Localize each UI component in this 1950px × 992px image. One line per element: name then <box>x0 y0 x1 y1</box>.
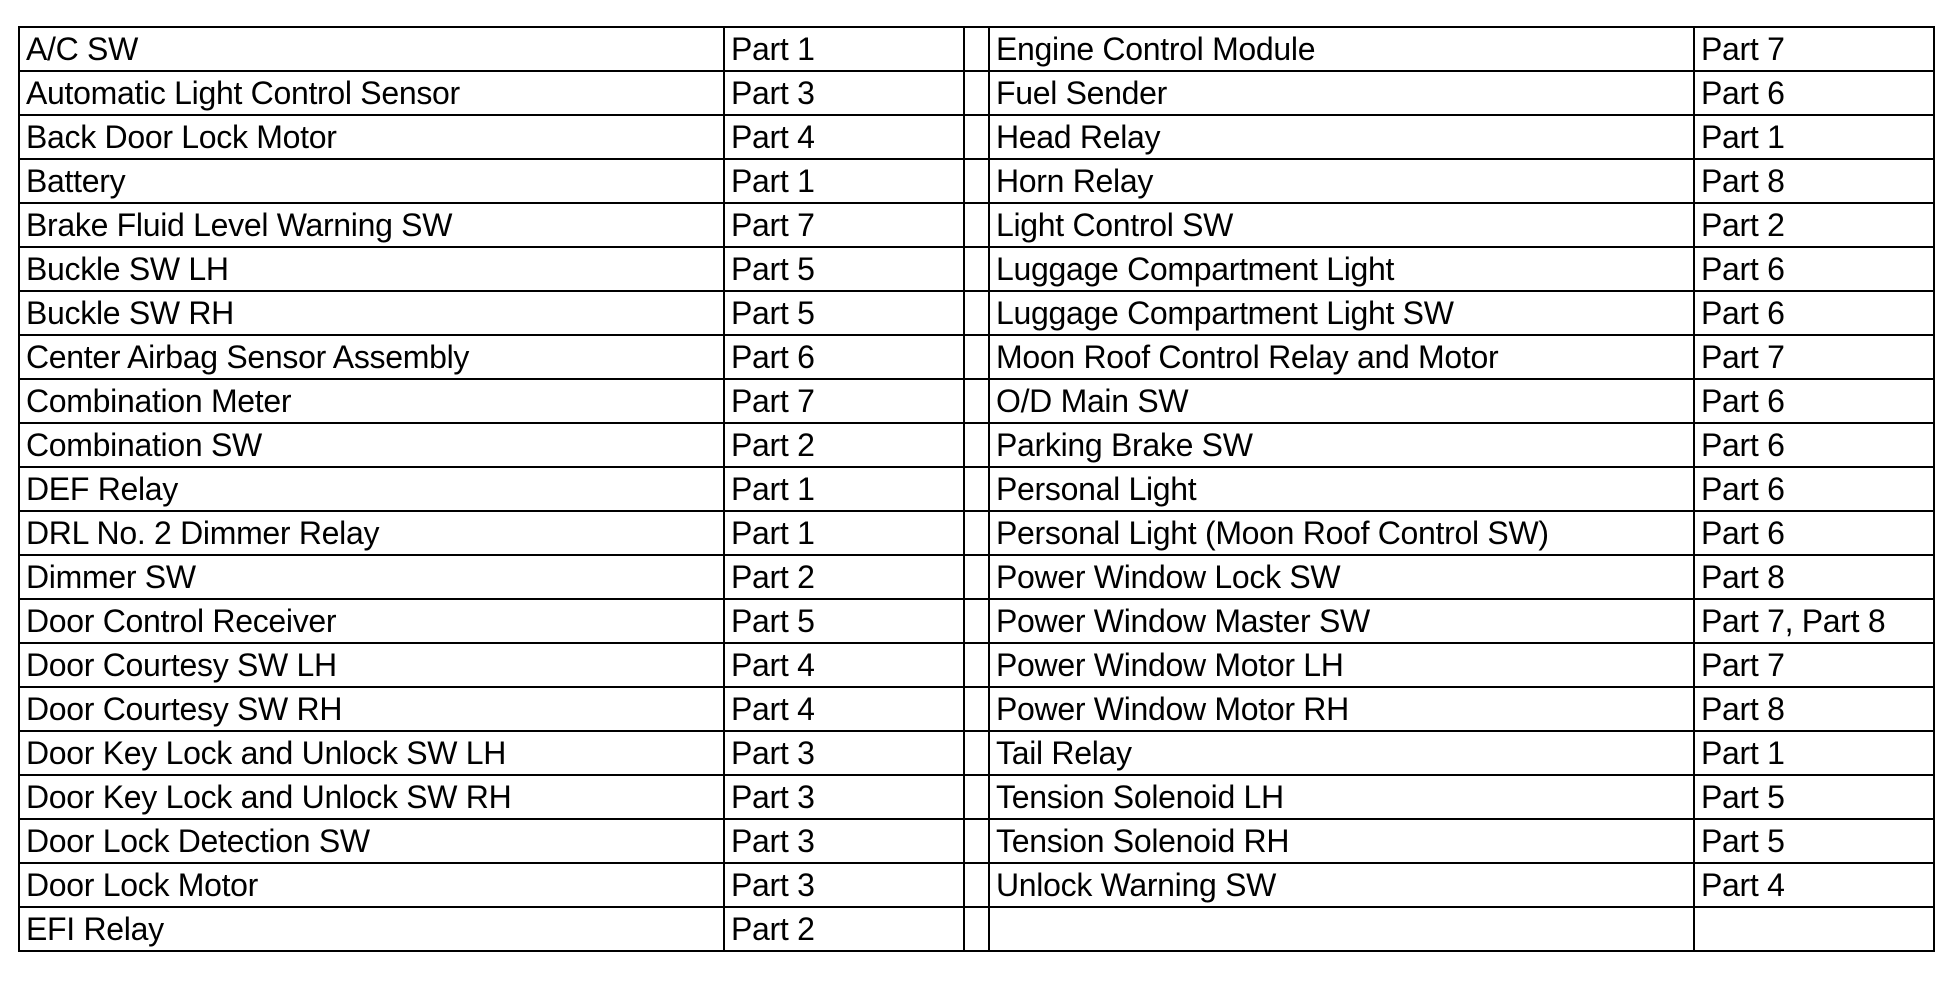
part-reference-cell: Part 3 <box>724 71 964 115</box>
component-name-cell: A/C SW <box>19 27 724 71</box>
table-row <box>19 819 1934 863</box>
part-reference-cell: Part 7 <box>1694 27 1934 71</box>
part-reference-cell: Part 4 <box>1694 863 1934 907</box>
component-name-cell: Dimmer SW <box>19 555 724 599</box>
component-name-cell: Buckle SW RH <box>19 291 724 335</box>
table-row <box>19 907 1934 951</box>
part-reference-cell: Part 7 <box>1694 643 1934 687</box>
part-reference-cell: Part 3 <box>724 731 964 775</box>
part-reference-cell: Part 5 <box>724 247 964 291</box>
component-name-cell: Personal Light (Moon Roof Control SW) <box>989 511 1694 555</box>
part-reference-cell: Part 1 <box>724 27 964 71</box>
component-name-cell: Luggage Compartment Light SW <box>989 291 1694 335</box>
part-reference-cell: Part 2 <box>1694 203 1934 247</box>
part-reference-cell: Part 6 <box>1694 71 1934 115</box>
column-divider <box>964 423 989 467</box>
component-name-cell: Door Lock Detection SW <box>19 819 724 863</box>
part-reference-cell: Part 8 <box>1694 687 1934 731</box>
component-name-cell: Tension Solenoid RH <box>989 819 1694 863</box>
component-name-cell: Door Key Lock and Unlock SW LH <box>19 731 724 775</box>
component-name-cell: Power Window Master SW <box>989 599 1694 643</box>
component-name-cell: Moon Roof Control Relay and Motor <box>989 335 1694 379</box>
component-index-table <box>18 26 1935 952</box>
part-reference-cell: Part 5 <box>724 599 964 643</box>
table-row <box>19 115 1934 159</box>
component-name-cell: Luggage Compartment Light <box>989 247 1694 291</box>
part-reference-cell: Part 6 <box>724 335 964 379</box>
column-divider <box>964 27 989 71</box>
part-reference-cell: Part 5 <box>724 291 964 335</box>
part-reference-cell: Part 6 <box>1694 467 1934 511</box>
column-divider <box>964 599 989 643</box>
table-row <box>19 247 1934 291</box>
part-reference-cell: Part 7 <box>724 203 964 247</box>
component-name-cell: Door Control Receiver <box>19 599 724 643</box>
part-reference-cell: Part 5 <box>1694 819 1934 863</box>
column-divider <box>964 159 989 203</box>
part-reference-cell: Part 8 <box>1694 159 1934 203</box>
part-reference-cell: Part 7 <box>1694 335 1934 379</box>
part-reference-cell: Part 4 <box>724 687 964 731</box>
column-divider <box>964 687 989 731</box>
part-reference-cell: Part 1 <box>724 511 964 555</box>
table-row <box>19 643 1934 687</box>
part-reference-cell: Part 7, Part 8 <box>1694 599 1934 643</box>
column-divider <box>964 71 989 115</box>
component-name-cell: Fuel Sender <box>989 71 1694 115</box>
column-divider <box>964 555 989 599</box>
table-row <box>19 203 1934 247</box>
component-name-cell: Light Control SW <box>989 203 1694 247</box>
column-divider <box>964 335 989 379</box>
table-row <box>19 379 1934 423</box>
component-name-cell: Automatic Light Control Sensor <box>19 71 724 115</box>
column-divider <box>964 247 989 291</box>
component-name-cell: Tail Relay <box>989 731 1694 775</box>
table-row <box>19 335 1934 379</box>
component-name-cell: Back Door Lock Motor <box>19 115 724 159</box>
column-divider <box>964 115 989 159</box>
component-name-cell: Tension Solenoid LH <box>989 775 1694 819</box>
part-reference-cell: Part 6 <box>1694 247 1934 291</box>
table-row <box>19 71 1934 115</box>
column-divider <box>964 643 989 687</box>
table-row <box>19 599 1934 643</box>
component-name-cell: Door Courtesy SW RH <box>19 687 724 731</box>
component-name-cell: Horn Relay <box>989 159 1694 203</box>
column-divider <box>964 203 989 247</box>
component-name-cell: Combination Meter <box>19 379 724 423</box>
component-name-cell: Personal Light <box>989 467 1694 511</box>
part-reference-cell: Part 5 <box>1694 775 1934 819</box>
part-reference-cell: Part 1 <box>724 159 964 203</box>
column-divider <box>964 731 989 775</box>
component-name-cell: Door Lock Motor <box>19 863 724 907</box>
column-divider <box>964 775 989 819</box>
component-name-cell: Power Window Motor RH <box>989 687 1694 731</box>
part-reference-cell: Part 2 <box>724 423 964 467</box>
part-reference-cell: Part 3 <box>724 775 964 819</box>
component-name-cell: Buckle SW LH <box>19 247 724 291</box>
part-reference-cell: Part 6 <box>1694 291 1934 335</box>
table-row <box>19 291 1934 335</box>
component-name-cell: Combination SW <box>19 423 724 467</box>
part-reference-cell: Part 6 <box>1694 511 1934 555</box>
part-reference-cell: Part 1 <box>724 467 964 511</box>
part-reference-cell: Part 2 <box>724 555 964 599</box>
table-row <box>19 775 1934 819</box>
table-row <box>19 863 1934 907</box>
column-divider <box>964 511 989 555</box>
component-index-body <box>19 27 1934 951</box>
component-name-cell: DRL No. 2 Dimmer Relay <box>19 511 724 555</box>
table-row <box>19 511 1934 555</box>
part-reference-cell <box>1694 907 1934 951</box>
table-row <box>19 687 1934 731</box>
part-reference-cell: Part 3 <box>724 819 964 863</box>
component-name-cell: Door Key Lock and Unlock SW RH <box>19 775 724 819</box>
column-divider <box>964 291 989 335</box>
table-row <box>19 159 1934 203</box>
part-reference-cell: Part 1 <box>1694 731 1934 775</box>
part-reference-cell: Part 4 <box>724 643 964 687</box>
part-reference-cell: Part 6 <box>1694 379 1934 423</box>
component-name-cell: Center Airbag Sensor Assembly <box>19 335 724 379</box>
component-name-cell: Engine Control Module <box>989 27 1694 71</box>
table-row <box>19 731 1934 775</box>
part-reference-cell: Part 2 <box>724 907 964 951</box>
part-reference-cell: Part 3 <box>724 863 964 907</box>
component-name-cell: Head Relay <box>989 115 1694 159</box>
component-name-cell <box>989 907 1694 951</box>
part-reference-cell: Part 6 <box>1694 423 1934 467</box>
column-divider <box>964 379 989 423</box>
table-row <box>19 27 1934 71</box>
component-name-cell: Brake Fluid Level Warning SW <box>19 203 724 247</box>
part-reference-cell: Part 8 <box>1694 555 1934 599</box>
column-divider <box>964 907 989 951</box>
component-name-cell: Power Window Motor LH <box>989 643 1694 687</box>
component-name-cell: Door Courtesy SW LH <box>19 643 724 687</box>
part-reference-cell: Part 7 <box>724 379 964 423</box>
component-name-cell: DEF Relay <box>19 467 724 511</box>
component-name-cell: EFI Relay <box>19 907 724 951</box>
part-reference-cell: Part 4 <box>724 115 964 159</box>
column-divider <box>964 863 989 907</box>
table-row <box>19 555 1934 599</box>
component-name-cell: Parking Brake SW <box>989 423 1694 467</box>
column-divider <box>964 819 989 863</box>
component-name-cell: Power Window Lock SW <box>989 555 1694 599</box>
component-name-cell: Unlock Warning SW <box>989 863 1694 907</box>
component-name-cell: Battery <box>19 159 724 203</box>
table-row <box>19 423 1934 467</box>
table-row <box>19 467 1934 511</box>
component-name-cell: O/D Main SW <box>989 379 1694 423</box>
part-reference-cell: Part 1 <box>1694 115 1934 159</box>
column-divider <box>964 467 989 511</box>
